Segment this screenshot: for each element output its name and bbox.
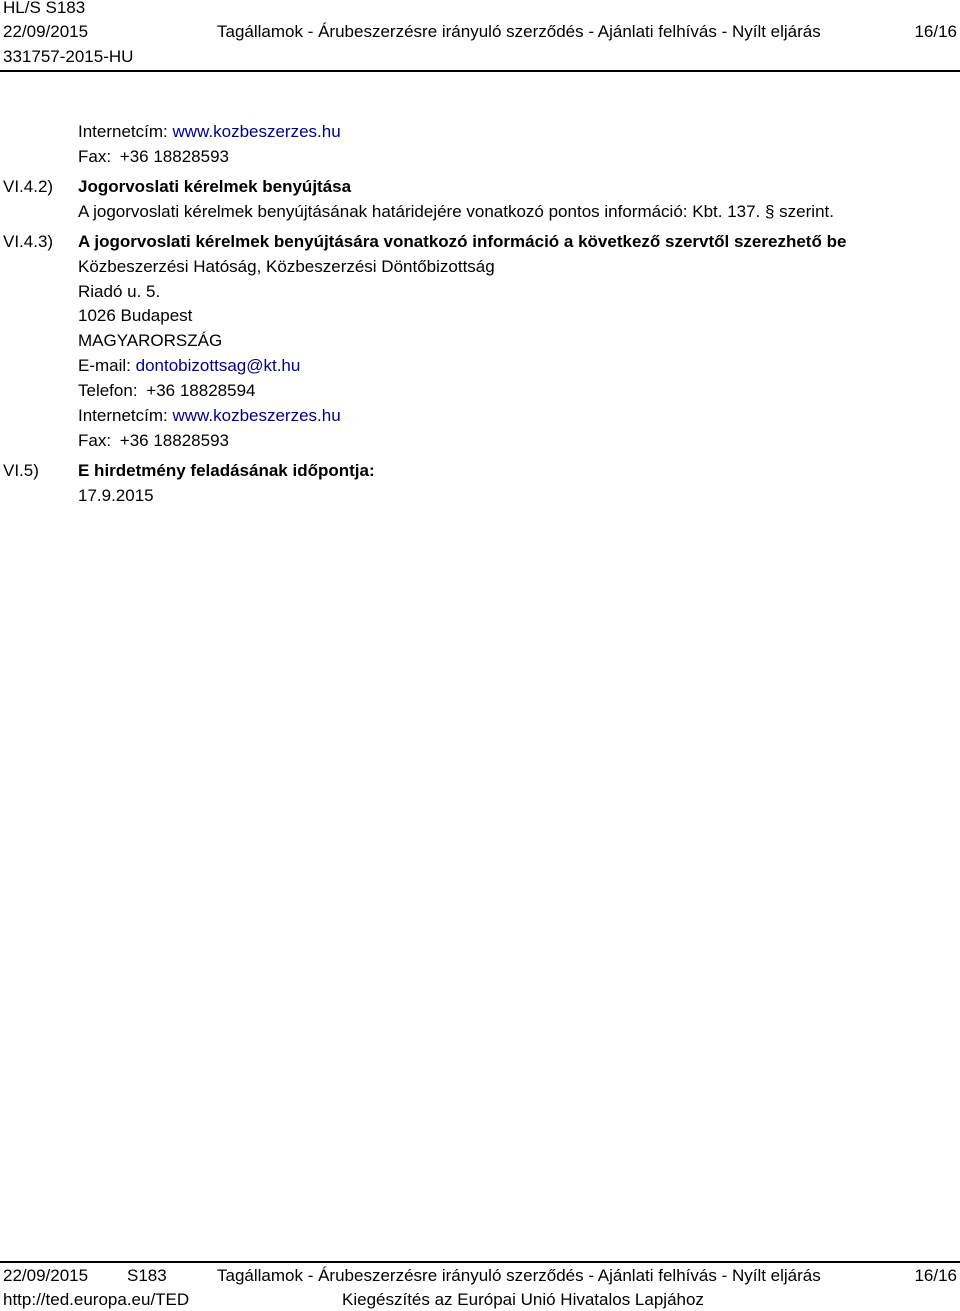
footer-url[interactable]: http://ted.europa.eu/TED xyxy=(3,1290,190,1309)
internet-label: Internetcím: xyxy=(78,406,168,425)
fax-label: Fax: xyxy=(78,147,112,166)
footer-date: 22/09/2015 xyxy=(3,1266,89,1285)
email-link[interactable]: dontobizottsag@kt.hu xyxy=(135,356,301,375)
footer-page-number: 16/16 xyxy=(914,1266,957,1285)
footer-supplement: Kiegészítés az Európai Unió Hivatalos Lapjához xyxy=(342,1290,704,1309)
section-number-vi42: VI.4.2) xyxy=(3,177,54,196)
email-label: E-mail: xyxy=(78,356,131,375)
street-address: Riadó u. 5. xyxy=(78,282,161,301)
organisation-name: Közbeszerzési Hatóság, Közbeszerzési Döntőbizottság xyxy=(78,257,495,276)
section-number-vi43: VI.4.3) xyxy=(3,232,54,251)
footer-rule xyxy=(0,1261,960,1263)
phone-value: +36 18828594 xyxy=(146,381,256,400)
phone-line xyxy=(78,381,255,401)
fax-label: Fax: xyxy=(78,431,112,450)
internet-link[interactable]: www.kozbeszerzes.hu xyxy=(172,122,341,141)
header-rule xyxy=(0,70,960,72)
section-heading-vi5: E hirdetmény feladásának időpontja: xyxy=(78,461,375,480)
header-title: Tagállamok - Árubeszerzésre irányuló szerződés - Ajánlati felhívás - Nyílt eljárás xyxy=(217,22,821,41)
top-internet-line xyxy=(78,122,341,142)
footer-series: S183 xyxy=(127,1266,167,1285)
internet-label: Internetcím: xyxy=(78,122,168,141)
phone-label: Telefon: xyxy=(78,381,138,400)
section-text-vi42: A jogorvoslati kérelmek benyújtásának határidejére vonatkozó pontos információ: Kbt. 137. § szerint. xyxy=(78,202,834,221)
fax-value: +36 18828593 xyxy=(119,147,229,166)
fax-value: +36 18828593 xyxy=(119,431,229,450)
section-heading-vi43: A jogorvoslati kérelmek benyújtására vonatkozó információ a következő szervtől szerezhető be xyxy=(78,232,847,251)
internet-link[interactable]: www.kozbeszerzes.hu xyxy=(172,406,341,425)
header-page-number: 16/16 xyxy=(914,22,957,41)
fax-line xyxy=(78,431,229,451)
journal-label: HL/S S183 xyxy=(3,0,86,17)
country: MAGYARORSZÁG xyxy=(78,331,223,350)
top-fax-line xyxy=(78,147,229,167)
city-postcode: 1026 Budapest xyxy=(78,306,193,325)
section-heading-vi42: Jogorvoslati kérelmek benyújtása xyxy=(78,177,352,196)
notice-id: 331757-2015-HU xyxy=(3,47,134,66)
dispatch-date: 17.9.2015 xyxy=(78,486,154,505)
email-line xyxy=(78,356,300,376)
header-date: 22/09/2015 xyxy=(3,22,89,41)
internet-line xyxy=(78,406,341,426)
section-number-vi5: VI.5) xyxy=(3,461,39,480)
footer-title: Tagállamok - Árubeszerzésre irányuló szerződés - Ajánlati felhívás - Nyílt eljárás xyxy=(217,1266,821,1285)
